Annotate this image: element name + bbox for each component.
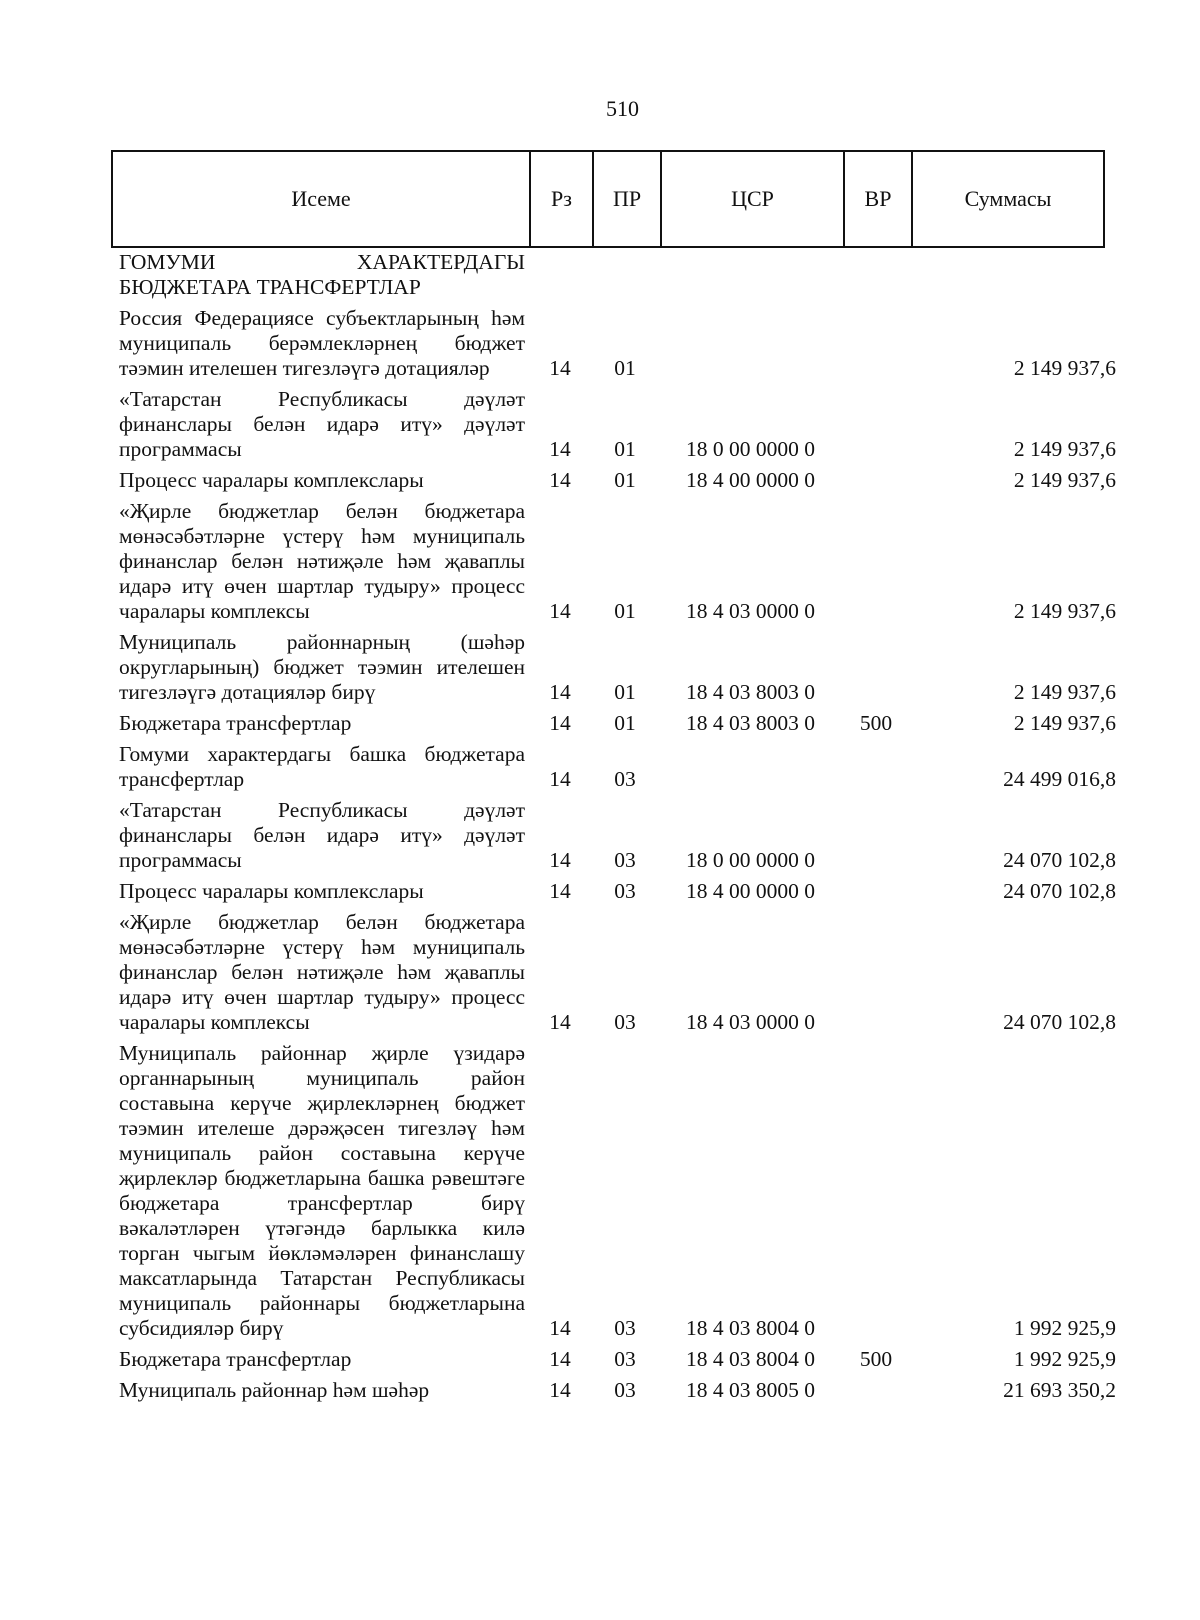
table-row	[119, 468, 1129, 493]
row-csr: 18 4 03 0000 0	[686, 599, 815, 623]
row-rz: 14	[549, 1347, 571, 1371]
row-sum: 24 070 102,8	[1003, 848, 1116, 872]
row-vr: 500	[859, 1347, 893, 1371]
row-pr: 03	[614, 767, 636, 791]
row-pr: 03	[614, 1378, 636, 1402]
row-pr: 01	[614, 356, 636, 380]
column-header-vr: ВР	[845, 152, 913, 246]
table-row	[119, 879, 1129, 904]
table-row	[119, 1347, 1129, 1372]
row-rz: 14	[549, 599, 571, 623]
row-sum: 21 693 350,2	[1003, 1378, 1116, 1402]
table-header	[111, 150, 1105, 248]
table-row	[119, 250, 1129, 300]
column-header-rz: Рз	[531, 152, 594, 246]
row-rz: 14	[549, 1010, 571, 1034]
row-name: Бюджетара трансфертлар	[119, 711, 352, 735]
column-header-pr: ПР	[594, 152, 662, 246]
row-sum: 2 149 937,6	[1013, 468, 1116, 492]
row-csr: 18 4 00 0000 0	[686, 468, 815, 492]
row-name: Муниципаль районнар һәм шәһәр	[119, 1378, 430, 1402]
row-rz: 14	[549, 680, 571, 704]
table-row	[119, 630, 1129, 705]
table-row	[119, 711, 1129, 736]
column-header-csr: ЦСР	[662, 152, 845, 246]
table-row	[119, 306, 1129, 381]
row-name: ГОМУМИ ХАРАКТЕРДАГЫ БЮДЖЕТАРА ТРАНСФЕРТЛАР	[119, 250, 525, 299]
row-csr: 18 4 03 8004 0	[686, 1316, 815, 1340]
row-name: Муниципаль районнар җирле үзидарә органнарының муниципаль район составына керүче җирлекләрнең бюджет тәэмин ителеше дәрәҗәсен тигезләү һәм муниципаль район составына керүче җирлекләр бюджетларына башка рәвештәге бюджетара трансфертлар бирү вәкаләтләрен үтәгәндә барлыкка килә торган чыгым йөкләмәләрен финанслашу максатларында Татарстан Республикасы муниципаль районнары бюджетларына субсидияләр бирү	[119, 1041, 525, 1340]
row-sum: 2 149 937,6	[1013, 680, 1116, 704]
row-pr: 01	[614, 599, 636, 623]
row-rz: 14	[549, 1378, 571, 1402]
column-header-sum: Суммасы	[964, 186, 1052, 211]
row-sum: 2 149 937,6	[1013, 356, 1116, 380]
row-pr: 01	[614, 711, 636, 735]
row-sum: 2 149 937,6	[1013, 711, 1116, 735]
row-rz: 14	[549, 356, 571, 380]
row-csr: 18 4 03 8003 0	[686, 711, 815, 735]
row-csr: 18 4 03 0000 0	[686, 1010, 815, 1034]
row-csr: 18 4 03 8005 0	[686, 1378, 815, 1402]
table-row	[119, 910, 1129, 1035]
row-name: Бюджетара трансфертлар	[119, 1347, 352, 1371]
row-rz: 14	[549, 711, 571, 735]
row-sum: 2 149 937,6	[1013, 599, 1116, 623]
row-rz: 14	[549, 767, 571, 791]
row-rz: 14	[549, 437, 571, 461]
row-sum: 24 070 102,8	[1003, 1010, 1116, 1034]
row-sum: 2 149 937,6	[1013, 437, 1116, 461]
row-rz: 14	[549, 1316, 571, 1340]
table-row	[119, 742, 1129, 792]
row-sum: 1 992 925,9	[1013, 1347, 1116, 1371]
row-sum: 24 070 102,8	[1003, 879, 1116, 903]
row-pr: 01	[614, 437, 636, 461]
row-pr: 03	[614, 1347, 636, 1371]
row-name: Гомуми характердагы башка бюджетара трансфертлар	[119, 742, 525, 791]
row-name: «Җирле бюджетлар белән бюджетара мөнәсәбәтләрне үстерү һәм муниципаль финанслар белән нәтиҗәле һәм җаваплы идарә итү өчен шартлар тудыру» процесс чаралары комплексы	[119, 499, 525, 623]
page-number: 510	[606, 96, 639, 121]
row-pr: 03	[614, 848, 636, 872]
row-name: «Татарстан Республикасы дәүләт финанслары белән идарә итү» дәүләт программасы	[119, 387, 525, 461]
row-csr: 18 4 00 0000 0	[686, 879, 815, 903]
column-header-name: Исеме	[113, 152, 531, 246]
row-csr: 18 0 00 0000 0	[686, 437, 815, 461]
row-name: «Татарстан Республикасы дәүләт финанслары белән идарә итү» дәүләт программасы	[119, 798, 525, 872]
table-row	[119, 1378, 1129, 1403]
row-name: Процесс чаралары комплекслары	[119, 879, 424, 903]
table-row	[119, 798, 1129, 873]
row-rz: 14	[549, 879, 571, 903]
row-pr: 03	[614, 1010, 636, 1034]
row-rz: 14	[549, 468, 571, 492]
row-name: Процесс чаралары комплекслары	[119, 468, 424, 492]
table-body	[119, 250, 1129, 1409]
row-csr: 18 4 03 8004 0	[686, 1347, 815, 1371]
row-pr: 01	[614, 680, 636, 704]
table-row	[119, 387, 1129, 462]
row-csr: 18 0 00 0000 0	[686, 848, 815, 872]
row-sum: 24 499 016,8	[1003, 767, 1116, 791]
row-csr: 18 4 03 8003 0	[686, 680, 815, 704]
row-name: Россия Федерациясе субъектларының һәм муниципаль берәмлекләрнең бюджет тәэмин ителешен тигезләүгә дотацияләр	[119, 306, 525, 380]
row-vr: 500	[859, 711, 893, 735]
table-row	[119, 1041, 1129, 1341]
row-name: «Җирле бюджетлар белән бюджетара мөнәсәбәтләрне үстерү һәм муниципаль финанслар белән нәтиҗәле һәм җаваплы идарә итү өчен шартлар тудыру» процесс чаралары комплексы	[119, 910, 525, 1034]
table-row	[119, 499, 1129, 624]
row-rz: 14	[549, 848, 571, 872]
row-pr: 03	[614, 879, 636, 903]
row-name: Муниципаль районнарның (шәһәр округларының) бюджет тәэмин ителешен тигезләүгә дотацияләр бирү	[119, 630, 525, 704]
row-pr: 03	[614, 1316, 636, 1340]
row-pr: 01	[614, 468, 636, 492]
row-sum: 1 992 925,9	[1013, 1316, 1116, 1340]
